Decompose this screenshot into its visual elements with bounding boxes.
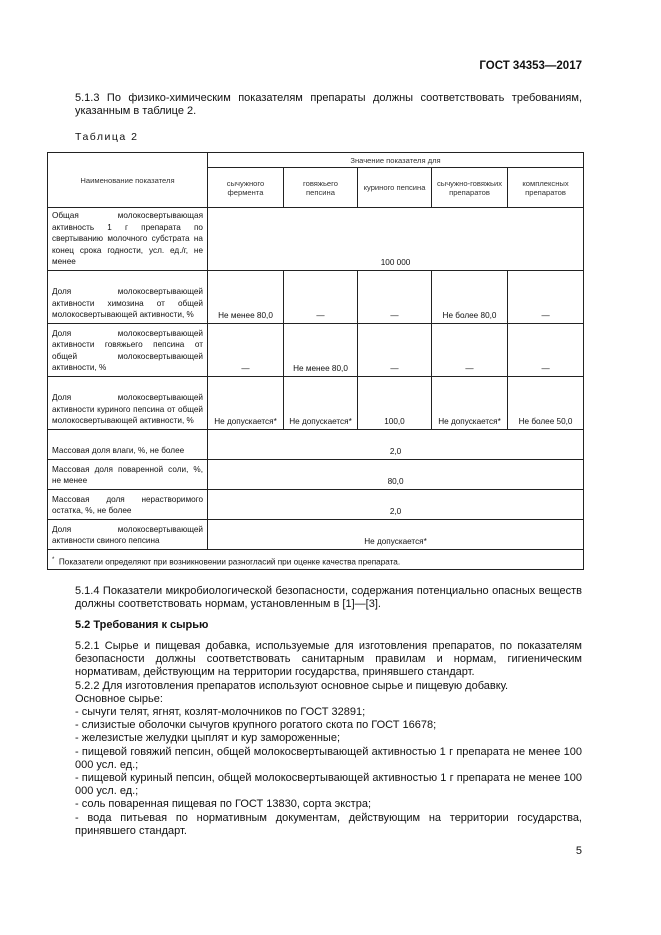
paragraph-5-1-4: 5.1.4 Показатели микробиологической безопасности, содержания потенциально опасных веществ должны соответствовать нормам, установленным в [1]—[3]. bbox=[75, 585, 582, 611]
list-item: - слизистые оболочки сычугов крупного рогатого скота по ГОСТ 16678; bbox=[75, 719, 437, 732]
row-name: Доля молокосвертывающей активности химозина от общей молокосвертывающей активности, % bbox=[48, 270, 208, 323]
list-item: - пищевой куриный пепсин, общей молокосвертывающей активностью 1 г препарата не менее 100 000 усл. ед.; bbox=[75, 772, 582, 798]
raw-materials-list bbox=[75, 706, 582, 838]
column-header-rennet: сычужного фермента bbox=[208, 168, 284, 208]
row-value: Не допускается* bbox=[284, 376, 358, 429]
row-name: Массовая доля нерастворимого остатка, %, не более bbox=[48, 489, 208, 519]
footnote-mark: * bbox=[52, 557, 55, 564]
row-value: Не допускается* bbox=[208, 376, 284, 429]
column-header-rennet-beef: сычужно-говяжьих препаратов bbox=[432, 168, 508, 208]
row-value: Не допускается* bbox=[208, 519, 584, 549]
row-value: 100,0 bbox=[358, 376, 432, 429]
row-value: Не более 50,0 bbox=[508, 376, 584, 429]
indicators-table bbox=[47, 152, 584, 570]
column-header-name: Наименование показателя bbox=[48, 153, 208, 208]
row-value: — bbox=[358, 323, 432, 376]
row-value: — bbox=[508, 270, 584, 323]
list-item: - сычуги телят, ягнят, козлят-молочников по ГОСТ 32891; bbox=[75, 706, 366, 718]
footnote-text: Показатели определяют при возникновении разногласий при оценке качества препарата. bbox=[58, 557, 401, 567]
row-value: — bbox=[284, 270, 358, 323]
list-item: - пищевой говяжий пепсин, общей молокосвертывающей активностью 1 г препарата не менее 100 000 усл. ед.; bbox=[75, 745, 582, 771]
paragraph-5-2-2: 5.2.2 Для изготовления препаратов используют основное сырье и пищевую добавку. bbox=[75, 680, 509, 692]
row-value: Не менее 80,0 bbox=[284, 323, 358, 376]
table-row bbox=[48, 429, 584, 459]
paragraph-5-2-1: 5.2.1 Сырье и пищевая добавка, используемые для изготовления препаратов, по показателям безопасности должны соответствовать санитарным правилам и нормам, гигиеническим нормативам, действующим на территории государства, принявшего стандарт. bbox=[75, 640, 582, 679]
page-number: 5 bbox=[575, 845, 582, 857]
table-row bbox=[48, 489, 584, 519]
list-item: - соль поваренная пищевая по ГОСТ 13830, сорта экстра; bbox=[75, 798, 372, 811]
list-item: - вода питьевая по нормативным документам, действующим на территории государства, принявшего стандарт. bbox=[75, 811, 582, 837]
row-name: Доля молокосвертывающей активности свиного пепсина bbox=[48, 519, 208, 549]
column-header-complex: комплексных препаратов bbox=[508, 168, 584, 208]
row-name: Массовая доля поваренной соли, %, не менее bbox=[48, 459, 208, 489]
column-group-header: Значение показателя для bbox=[208, 153, 584, 168]
row-name: Общая молокосвертывающая активность 1 г препарата по свертыванию молочного субстрата на конец срока годности, усл. ед./г, не менее bbox=[48, 208, 208, 271]
row-value: Не более 80,0 bbox=[432, 270, 508, 323]
row-value: 100 000 bbox=[208, 208, 584, 271]
paragraph-5-1-3: 5.1.3 По физико-химическим показателям препараты должны соответствовать требованиям, указанным в таблице 2. bbox=[75, 92, 582, 118]
table-row bbox=[48, 208, 584, 271]
row-value: — bbox=[432, 323, 508, 376]
row-value: Не допускается* bbox=[432, 376, 508, 429]
table-row bbox=[48, 519, 584, 549]
row-value: 2,0 bbox=[208, 489, 584, 519]
main-raw-label: Основное сырье: bbox=[75, 693, 163, 705]
column-header-chicken-pepsin: куриного пепсина bbox=[358, 168, 432, 208]
table-footnote bbox=[48, 549, 584, 569]
column-header-beef-pepsin: говяжьего пепсина bbox=[284, 168, 358, 208]
row-value: — bbox=[508, 323, 584, 376]
table-row bbox=[48, 270, 584, 323]
document-code: ГОСТ 34353—2017 bbox=[479, 60, 582, 72]
row-name: Доля молокосвертывающей активности говяжьего пепсина от общей молокосвертывающей активности, % bbox=[48, 323, 208, 376]
table-row bbox=[48, 459, 584, 489]
row-value: Не менее 80,0 bbox=[208, 270, 284, 323]
list-item: - железистые желудки цыплят и кур замороженные; bbox=[75, 732, 341, 745]
row-name: Массовая доля влаги, %, не более bbox=[48, 429, 208, 459]
row-value: 2,0 bbox=[208, 429, 584, 459]
row-value: — bbox=[208, 323, 284, 376]
table-row bbox=[48, 376, 584, 429]
table-row bbox=[48, 323, 584, 376]
row-value: 80,0 bbox=[208, 459, 584, 489]
section-title-5-2: 5.2 Требования к сырью bbox=[75, 619, 209, 631]
table-caption: Таблица 2 bbox=[75, 131, 139, 143]
row-value: — bbox=[358, 270, 432, 323]
row-name: Доля молокосвертывающей активности куриного пепсина от общей молокосвертывающей активности, % bbox=[48, 376, 208, 429]
